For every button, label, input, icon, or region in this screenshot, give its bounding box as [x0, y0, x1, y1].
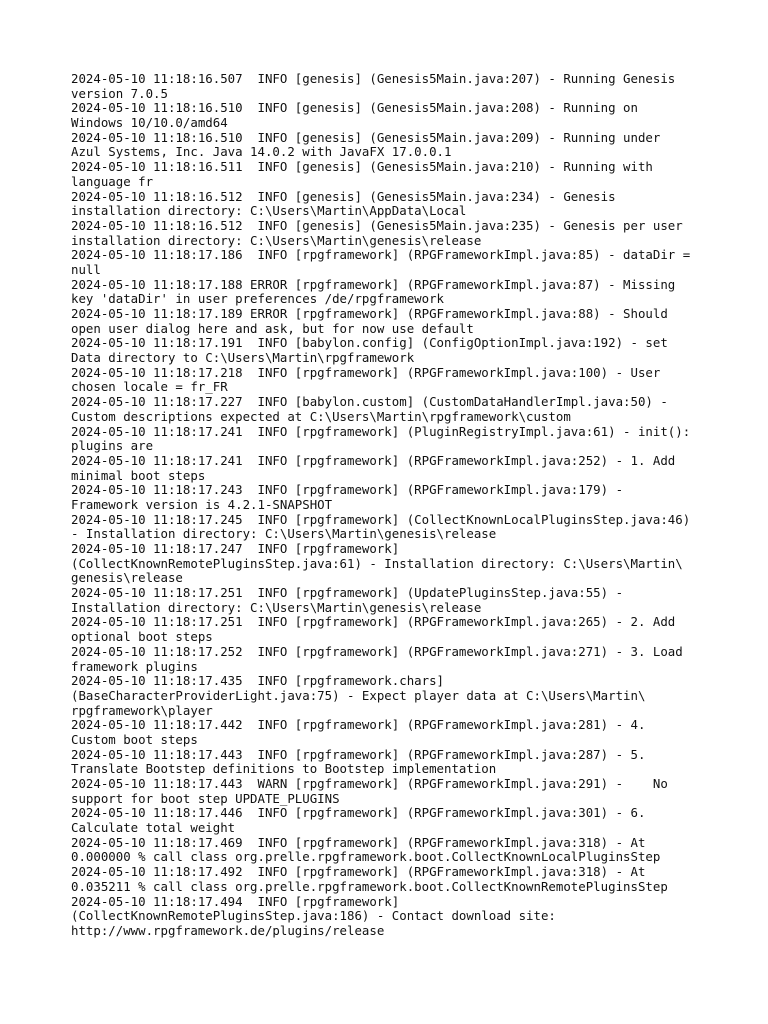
log-line: Windows 10/10.0/amd64 [71, 115, 228, 131]
log-line: (CollectKnownRemotePluginsStep.java:186) - Contact download site: [71, 908, 556, 924]
log-line: Translate Bootstep definitions to Bootstep implementation [71, 761, 497, 777]
log-line: rpgframework\player [71, 702, 213, 718]
log-line: 0.035211 % call class org.prelle.rpgframework.boot.CollectKnownRemotePluginsStep [71, 878, 668, 894]
log-line: 2024-05-10 11:18:17.443 INFO [rpgframework] (RPGFrameworkImpl.java:287) - 5. [71, 746, 646, 762]
log-line: 2024-05-10 11:18:16.510 INFO [genesis] (Genesis5Main.java:208) - Running on [71, 100, 638, 116]
log-line: 2024-05-10 11:18:17.243 INFO [rpgframework] (RPGFrameworkImpl.java:179) - [71, 482, 624, 498]
log-line: 2024-05-10 11:18:17.469 INFO [rpgframework] (RPGFrameworkImpl.java:318) - At [71, 834, 646, 850]
log-line: 2024-05-10 11:18:17.186 INFO [rpgframework] (RPGFrameworkImpl.java:85) - dataDir = [71, 247, 691, 263]
log-line: 2024-05-10 11:18:17.218 INFO [rpgframework] (RPGFrameworkImpl.java:100) - User [71, 364, 661, 380]
log-line: installation directory: C:\Users\Martin\AppData\Local [71, 203, 467, 219]
log-line: http://www.rpgframework.de/plugins/release [71, 922, 385, 938]
log-line: 2024-05-10 11:18:16.512 INFO [genesis] (Genesis5Main.java:235) - Genesis per user [71, 217, 683, 233]
log-line: 2024-05-10 11:18:17.241 INFO [rpgframework] (RPGFrameworkImpl.java:252) - 1. Add [71, 452, 676, 468]
log-line: 2024-05-10 11:18:17.494 INFO [rpgframework] [71, 893, 400, 909]
log-line: key 'dataDir' in user preferences /de/rpgframework [71, 291, 444, 307]
log-line: minimal boot steps [71, 467, 206, 483]
log-line: Custom boot steps [71, 731, 198, 747]
log-line: Custom descriptions expected at C:\Users\Martin\rpgframework\custom [71, 408, 571, 424]
log-line: support for boot step UPDATE_PLUGINS [71, 790, 340, 806]
log-line: 2024-05-10 11:18:17.247 INFO [rpgframework] [71, 541, 400, 556]
log-line: language fr [71, 173, 154, 189]
log-line: genesis\release [71, 570, 183, 586]
log-line: 2024-05-10 11:18:17.188 ERROR [rpgframework] (RPGFrameworkImpl.java:87) - Missing [71, 276, 676, 292]
log-line: Calculate total weight [71, 820, 236, 836]
log-line: 2024-05-10 11:18:17.227 INFO [babylon.custom] (CustomDataHandlerImpl.java:50) - [71, 394, 668, 410]
log-line: 2024-05-10 11:18:17.252 INFO [rpgframework] (RPGFrameworkImpl.java:271) - 3. Load [71, 643, 683, 659]
log-line: Azul Systems, Inc. Java 14.0.2 with JavaFX 17.0.0.1 [71, 144, 452, 160]
log-line: open user dialog here and ask, but for now use default [71, 320, 474, 336]
log-line: 2024-05-10 11:18:17.446 INFO [rpgframework] (RPGFrameworkImpl.java:301) - 6. [71, 805, 646, 821]
log-line: framework plugins [71, 658, 198, 674]
log-line: 0.000000 % call class org.prelle.rpgframework.boot.CollectKnownLocalPluginsStep [71, 849, 661, 865]
log-line: Framework version is 4.2.1-SNAPSHOT [71, 496, 333, 512]
log-document [71, 72, 711, 939]
log-line: 2024-05-10 11:18:17.492 INFO [rpgframework] (RPGFrameworkImpl.java:318) - At [71, 864, 646, 880]
log-line: null [71, 261, 101, 277]
log-line: 2024-05-10 11:18:17.241 INFO [rpgframework] (PluginRegistryImpl.java:61) - init(): [71, 423, 691, 439]
log-line: 2024-05-10 11:18:16.507 INFO [genesis] (Genesis5Main.java:207) - Running Genesis [71, 71, 676, 86]
log-line: (CollectKnownRemotePluginsStep.java:61) - Installation directory: C:\Users\Martin\ [71, 555, 683, 571]
log-line: version 7.0.5 [71, 85, 168, 101]
log-line: 2024-05-10 11:18:17.251 INFO [rpgframework] (RPGFrameworkImpl.java:265) - 2. Add [71, 614, 676, 630]
log-line: 2024-05-10 11:18:16.510 INFO [genesis] (Genesis5Main.java:209) - Running under [71, 129, 661, 145]
log-line: 2024-05-10 11:18:17.442 INFO [rpgframework] (RPGFrameworkImpl.java:281) - 4. [71, 717, 646, 733]
log-line: Data directory to C:\Users\Martin\rpgframework [71, 350, 415, 366]
log-line: Installation directory: C:\Users\Martin\genesis\release [71, 599, 482, 615]
log-line: 2024-05-10 11:18:16.511 INFO [genesis] (Genesis5Main.java:210) - Running with [71, 159, 653, 175]
log-line: 2024-05-10 11:18:17.191 INFO [babylon.config] (ConfigOptionImpl.java:192) - set [71, 335, 668, 351]
log-line: 2024-05-10 11:18:17.251 INFO [rpgframework] (UpdatePluginsStep.java:55) - [71, 585, 624, 601]
log-line: 2024-05-10 11:18:17.435 INFO [rpgframework.chars] [71, 673, 444, 689]
log-line: - Installation directory: C:\Users\Martin\genesis\release [71, 526, 497, 542]
log-line: optional boot steps [71, 629, 213, 645]
log-line: plugins are [71, 438, 154, 454]
log-line: 2024-05-10 11:18:17.189 ERROR [rpgframework] (RPGFrameworkImpl.java:88) - Should [71, 306, 668, 321]
log-line: chosen locale = fr_FR [71, 379, 228, 395]
log-line: (BaseCharacterProviderLight.java:75) - Expect player data at C:\Users\Martin\ [71, 687, 646, 703]
log-line: 2024-05-10 11:18:17.443 WARN [rpgframework] (RPGFrameworkImpl.java:291) - No [71, 776, 668, 791]
log-line: 2024-05-10 11:18:16.512 INFO [genesis] (Genesis5Main.java:234) - Genesis [71, 188, 616, 204]
log-line: installation directory: C:\Users\Martin\genesis\release [71, 232, 482, 248]
log-line: 2024-05-10 11:18:17.245 INFO [rpgframework] (CollectKnownLocalPluginsStep.java:46) [71, 511, 691, 527]
